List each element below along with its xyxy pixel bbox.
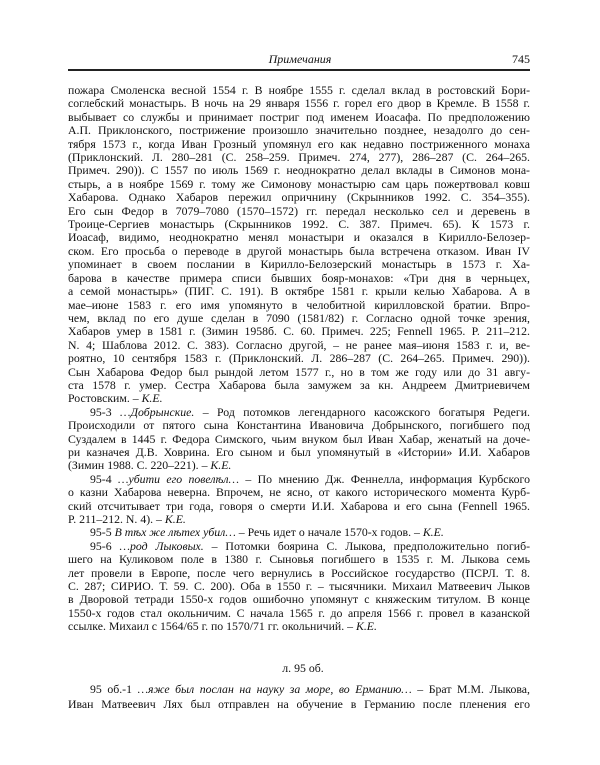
note-paragraph: [68, 540, 530, 634]
text-line: [68, 446, 530, 459]
text-line: [68, 191, 530, 204]
page-number: 745: [512, 52, 530, 66]
text-line: [68, 580, 530, 593]
text-line: [68, 433, 530, 446]
text-segment: тября 1573 г., когда Иван Грозный упомянул его как недавно постриженного монаха: [68, 136, 530, 151]
text-line: [68, 178, 530, 191]
text-line: [68, 419, 530, 432]
text-segment: 95 об.-1: [90, 682, 138, 696]
text-line: [68, 500, 530, 513]
text-line: [68, 593, 530, 606]
notes-body: [68, 84, 530, 634]
italic-text: …род Лыковых.: [119, 538, 204, 553]
text-line: [68, 339, 530, 352]
italic-text: К.Е.: [422, 525, 444, 540]
italic-text: К.Е.: [141, 391, 163, 406]
text-line: [68, 245, 530, 258]
text-segment: мае–июне 1583 г. его имя упомянуто в челобитной кирилловской братии. Впро-: [68, 297, 530, 312]
notes-body-continued: [68, 682, 530, 712]
text-segment: 95-6: [90, 538, 120, 553]
text-segment: а семой монастырь» (ПИГ. С. 191). В октябре 1581 г. крыли келью Хабарова. А в: [68, 284, 530, 299]
italic-text: …яже был послан на науку за море, во Ерманию…: [137, 682, 412, 696]
text-line: [68, 111, 530, 124]
text-segment: А.П. Приклонского, пострижение произошло значительно позднее, незадолго до сен-: [68, 123, 530, 138]
text-line: [68, 553, 530, 566]
text-segment: стырь, а в ноябре 1569 г. тому же Симонову монастырю сам царь пожертвовал ковш: [68, 176, 530, 191]
text-segment: выбывает со службы и принимает постриг под именем Иоасафа. По предположению: [68, 109, 530, 124]
text-segment: барова в качестве примера списи бывших бояр-монахов: «Три дня в черньцех,: [68, 270, 530, 285]
text-line: [68, 379, 530, 392]
text-segment: P. 211–212. N. 4). –: [68, 512, 165, 526]
text-segment: Сын Хабарова Федор был рындой летом 1577 г., но в том же году или до 31 авгу-: [68, 364, 530, 379]
text-line: [68, 540, 530, 553]
text-segment: чем, вклад по его душе сделан в 7090 (1581/82) г. Согласно одной точке зрения,: [68, 310, 530, 325]
text-line: [68, 682, 530, 697]
text-segment: 1550-х годов стал окольничим. С начала 1565 г. до апреля 1566 г. провел в казанской: [68, 605, 530, 620]
text-segment: – Род потомков легендарного касожского богатыря Редеги.: [194, 404, 530, 419]
text-line: [68, 312, 530, 325]
text-segment: упоминает в своем послании в Кирилло-Белозерский монастырь в 1573 г. Ха-: [68, 257, 530, 272]
text-line: [68, 526, 530, 539]
text-segment: Его сын Федор в 7079–7080 (1570–1572) гг. передал несколько сел и деревень в: [68, 203, 530, 218]
text-segment: ри казначея Д.В. Ховрина. Его сыном и был упомянутый в «Истории» И.И. Хабаров: [68, 444, 530, 459]
text-segment: 95-3: [90, 404, 121, 419]
text-segment: лет провели в Европе, после чего вернулись в Российское государство (ПСРЛ. Т. 8.: [68, 565, 530, 580]
text-line: [68, 97, 530, 110]
text-segment: Хабаров умер в 1581 г. (Зимин 1958б. С. 60. Примеч. 225; Fennell 1965. P. 211–212.: [68, 324, 530, 339]
text-line: [68, 299, 530, 312]
note-paragraph: [68, 526, 530, 539]
text-segment: Примеч. 290)). С 1557 по июль 1569 г. неоднократно делал вклады в Симонов мона-: [68, 163, 530, 178]
header-rule: [68, 69, 530, 71]
text-line: [68, 567, 530, 580]
text-segment: в Дворовой тетради 1550-х годов ошибочно упомянут с княжеским титулом. В конце: [68, 592, 530, 607]
text-segment: ском. Его просьба о переводе в другой монастырь была встречена отказом. Иван IV: [68, 243, 530, 258]
folio-heading: л. 95 об.: [282, 661, 324, 675]
text-line: [68, 486, 530, 499]
note-paragraph: [68, 682, 530, 712]
note-paragraph: [68, 406, 530, 473]
text-segment: С. 287; СИРИО. Т. 59. С. 200). Оба в 1550 г. – тысячники. Михаил Матвеевич Лыков: [68, 579, 530, 594]
text-line: [68, 607, 530, 620]
text-segment: Суздалем в 1445 г. Федора Симского, чьим внуком был Иван Хабар, женатый на доче-: [68, 431, 530, 446]
text-segment: (Приклонский. Л. 280–281 (С. 258–259. Примеч. 274, 277), 286–287 (С. 264–265.: [68, 150, 530, 165]
text-segment: – Брат М.М. Лыкова,: [411, 682, 530, 696]
italic-text: К.Е.: [210, 458, 232, 473]
text-line: [68, 205, 530, 218]
text-line: [68, 218, 530, 231]
italic-text: К.Е.: [356, 619, 377, 634]
text-line: [68, 406, 530, 419]
text-segment: о казни Хабарова неверна. Впрочем, не ясно, от какого исторического момента Курб-: [68, 485, 530, 500]
text-segment: Иоасаф, видимо, неоднократно менял монастыри и оказался в Кирилло-Белозер-: [68, 230, 530, 245]
text-segment: Хабарова. Однако Хабаров пережил опричнину (Скрынников 1992. С. 354–355).: [68, 190, 530, 205]
text-segment: – Потомки боярина С. Лыкова, предположительно погиб-: [203, 538, 530, 553]
running-header-title: Примечания: [268, 52, 332, 66]
text-segment: 95-4: [90, 471, 119, 486]
italic-text: К.Е.: [164, 512, 186, 526]
italic-text: …Добрынские.: [120, 404, 195, 419]
text-segment: (Зимин 1988. С. 220–221). –: [68, 458, 211, 473]
italic-text: В тѣх же лѣтех убил…: [114, 525, 236, 540]
text-line: [68, 459, 530, 472]
text-line: [68, 352, 530, 365]
text-segment: роятно, 10 сентября 1583 г. (Приклонский. Л. 286–287 (С. 264–265. Примеч. 290)).: [68, 351, 530, 366]
text-line: [68, 473, 530, 486]
text-line: [68, 392, 530, 405]
text-line: [68, 258, 530, 271]
text-segment: ский отсчитывает три года, говоря о смерти И.И. Хабарова и его сына (Fennell 1965.: [68, 498, 530, 513]
text-line: [68, 138, 530, 151]
text-segment: 95-5: [90, 525, 115, 540]
text-segment: соглебский монастырь. В ночь на 29 января 1556 г. горел его двор в Кремле. В 1558 г.: [68, 96, 530, 111]
text-segment: ста 1578 г. умер. Сестра Хабарова была замужем за кн. Андреем Дмитриевичем: [68, 377, 530, 392]
text-segment: N. 4; Шаблова 2012. С. 383). Согласно другой, – не ранее мая–июня 1583 г. и, ве-: [68, 337, 530, 352]
text-line: [68, 84, 530, 97]
italic-text: …убити его повелѣл…: [118, 471, 239, 486]
text-segment: Происходили от пятого сына Константина Ивановича Добрынского, погибшего под: [68, 418, 530, 433]
text-line: [68, 697, 530, 712]
text-segment: – Речь идет о начале 1570-х годов. –: [235, 525, 423, 540]
text-line: [68, 285, 530, 298]
text-segment: Ростовским. –: [68, 391, 142, 406]
text-segment: пожара Смоленска весной 1554 г. В ноябре 1555 г. сделал вклад в ростовский Бори-: [68, 83, 530, 97]
text-line: [68, 325, 530, 338]
note-paragraph: [68, 84, 530, 406]
text-line: [68, 164, 530, 177]
text-line: [68, 366, 530, 379]
text-line: [68, 151, 530, 164]
note-paragraph: [68, 473, 530, 527]
text-segment: ссылке. Михаил с 1564/65 г. по 1570/71 гг. окольничий. –: [68, 619, 356, 634]
text-line: [68, 620, 530, 633]
text-segment: шего на Куликовом поле в 1380 г. Сыновья погибшего в 1535 г. М. Лыкова семь: [68, 552, 530, 567]
text-segment: Троице-Сергиев монастырь (Скрынников 1992. С. 387. Примеч. 65). К 1573 г.: [68, 217, 530, 232]
text-line: [68, 272, 530, 285]
text-segment: Иван Матвеевич Лях был отправлен на обучение в Германию после пленения его: [68, 697, 530, 711]
text-line: [68, 231, 530, 244]
text-segment: – По мнению Дж. Феннелла, информация Курбского: [239, 471, 530, 486]
text-line: [68, 513, 530, 526]
text-line: [68, 124, 530, 137]
